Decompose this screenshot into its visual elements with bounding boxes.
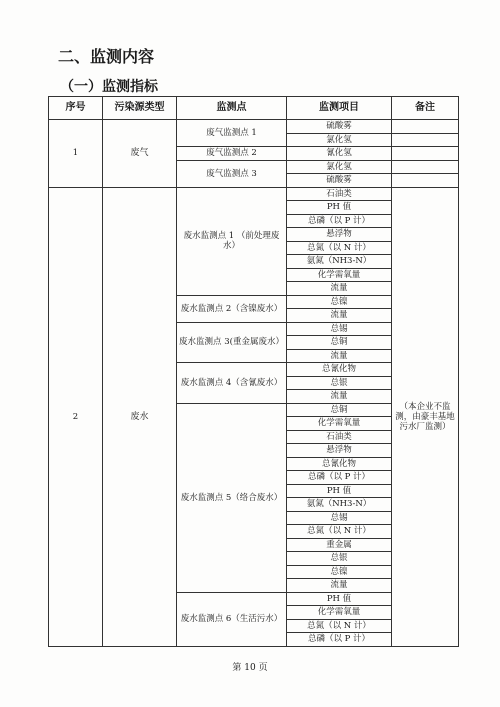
monitoring-item: PH 值 [287, 484, 392, 498]
header-remark: 备注 [392, 97, 459, 120]
monitoring-item: 总磷（以 P 计） [287, 471, 392, 485]
monitoring-item: 总氮（以 N 计） [287, 241, 392, 255]
monitoring-item: 总磷（以 P 计） [287, 214, 392, 228]
row-number: 1 [49, 120, 103, 188]
monitoring-point: 废气监测点 1 [177, 120, 287, 147]
subsection-title: （一）监测指标 [60, 79, 158, 95]
monitoring-point: 废水监测点 1 （前处理废水） [177, 187, 287, 295]
remark [392, 174, 459, 188]
monitoring-item: 氨氮（NH3-N） [287, 498, 392, 512]
page-footer: 第 10 页 [232, 663, 268, 673]
monitoring-item: 化学需氧量 [287, 606, 392, 620]
header-monitoring-point: 监测点 [177, 97, 287, 120]
monitoring-point: 废水监测点 3(重金属废水） [177, 322, 287, 363]
monitoring-item: 氯化氢 [287, 133, 392, 147]
monitoring-point: 废水监测点 4（含氰废水） [177, 363, 287, 404]
table-row [49, 120, 459, 134]
monitoring-item: 硫酸雾 [287, 120, 392, 134]
monitoring-item: 硫酸雾 [287, 174, 392, 188]
monitoring-item: 总氮（以 N 计） [287, 525, 392, 539]
monitoring-indicator-table [48, 96, 459, 647]
monitoring-item: PH 值 [287, 201, 392, 215]
monitoring-item: 悬浮物 [287, 444, 392, 458]
monitoring-item: 流量 [287, 349, 392, 363]
monitoring-item: 流量 [287, 390, 392, 404]
monitoring-item: 总锡 [287, 511, 392, 525]
table-body [49, 120, 459, 647]
monitoring-item: 总银 [287, 552, 392, 566]
header-monitoring-item: 监测项目 [287, 97, 392, 120]
monitoring-item: 氨氮（NH3-N） [287, 255, 392, 269]
table-row [49, 187, 459, 201]
monitoring-item: 总锡 [287, 322, 392, 336]
source-type: 废水 [103, 187, 177, 646]
monitoring-item: 总铜 [287, 336, 392, 350]
monitoring-item: 流量 [287, 282, 392, 296]
monitoring-point: 废气监测点 2 [177, 147, 287, 161]
remark [392, 160, 459, 174]
monitoring-point: 废水监测点 5（络合废水） [177, 403, 287, 592]
section-title: 二、监测内容 [58, 47, 155, 66]
monitoring-item: 流量 [287, 309, 392, 323]
monitoring-item: 石油类 [287, 430, 392, 444]
source-type: 废气 [103, 120, 177, 188]
monitoring-item: 化学需氧量 [287, 268, 392, 282]
monitoring-item: 化学需氧量 [287, 417, 392, 431]
monitoring-item: 石油类 [287, 187, 392, 201]
monitoring-point: 废水监测点 2（含镍废水） [177, 295, 287, 322]
remark: （本企业不监测，由豪丰基地污水厂监测） [392, 187, 459, 646]
row-number: 2 [49, 187, 103, 646]
monitoring-item: 氯化氢 [287, 160, 392, 174]
monitoring-point: 废水监测点 6（生活污水） [177, 592, 287, 646]
monitoring-item: PH 值 [287, 592, 392, 606]
remark [392, 147, 459, 161]
monitoring-item: 总氰化物 [287, 457, 392, 471]
monitoring-item: 总铜 [287, 403, 392, 417]
header-no: 序号 [49, 97, 103, 120]
monitoring-item: 氰化氢 [287, 147, 392, 161]
remark [392, 133, 459, 147]
monitoring-item: 重金属 [287, 538, 392, 552]
monitoring-item: 总镍 [287, 295, 392, 309]
monitoring-item: 总磷（以 P 计） [287, 633, 392, 647]
monitoring-item: 悬浮物 [287, 228, 392, 242]
remark [392, 120, 459, 134]
monitoring-item: 总氰化物 [287, 363, 392, 377]
table-header-row [49, 97, 459, 120]
header-source-type: 污染源类型 [103, 97, 177, 120]
monitoring-point: 废气监测点 3 [177, 160, 287, 187]
monitoring-item: 总镍 [287, 565, 392, 579]
monitoring-item: 总氮（以 N 计） [287, 619, 392, 633]
monitoring-item: 流量 [287, 579, 392, 593]
monitoring-item: 总银 [287, 376, 392, 390]
